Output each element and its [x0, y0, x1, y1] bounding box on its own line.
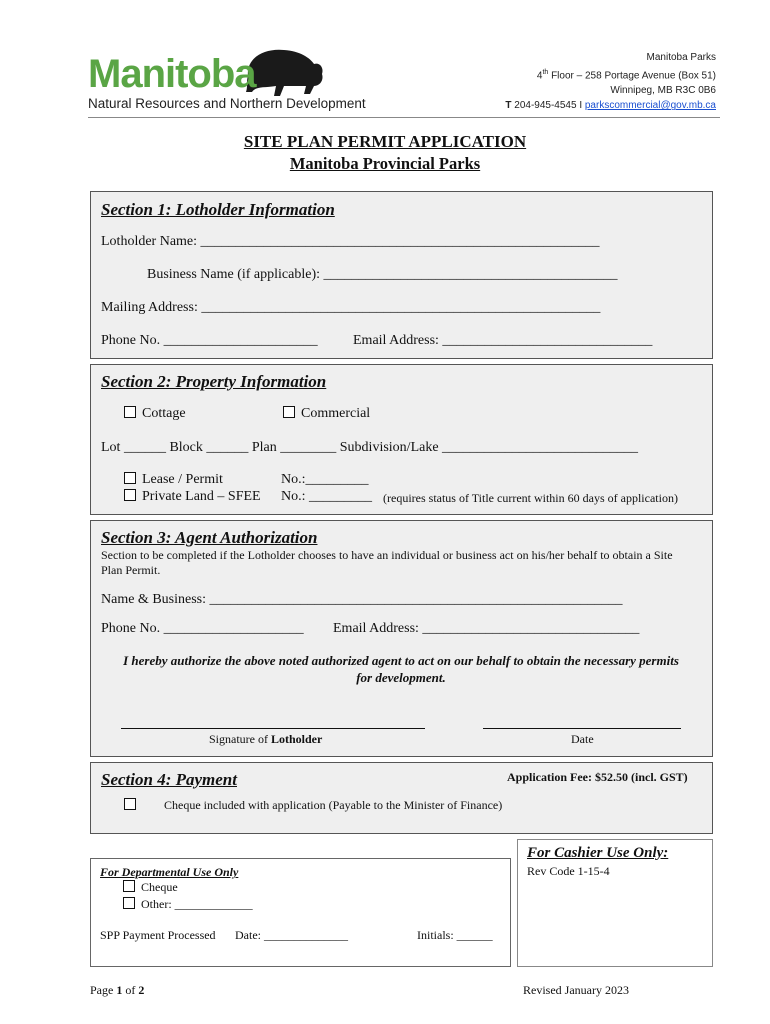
agent-intro-line-2: Plan Permit. [101, 563, 161, 577]
page-number: Page 1 of 2 [90, 983, 145, 997]
private-land-checkbox[interactable] [124, 489, 136, 501]
commercial-option[interactable]: Commercial [283, 406, 370, 422]
signature-label: Signature of Lotholder [209, 732, 323, 746]
lease-number-field[interactable]: No.:_________ [281, 472, 369, 487]
title-status-note: (requires status of Title current within 60 days of application) [383, 491, 678, 505]
cashier-use-box [517, 839, 713, 967]
section-1-heading: Section 1: Lotholder Information [101, 200, 335, 219]
application-fee: Application Fee: $52.50 (incl. GST) [507, 770, 688, 784]
cheque-option[interactable]: Cheque included with application (Payable to the Minister of Finance) [124, 798, 502, 813]
contact-block [505, 50, 716, 113]
contact-phone-email: T 204-945-4545 I parkscommercial@gov.mb.ca [505, 100, 716, 112]
dept-initials-field[interactable]: Initials: ______ [417, 928, 493, 942]
lotholder-signature-line[interactable] [121, 728, 425, 729]
department-name: Natural Resources and Northern Development [88, 96, 366, 111]
section-4-box [90, 762, 713, 834]
private-land-number-field[interactable]: No.: _________ [281, 489, 372, 504]
section-1-box [90, 191, 713, 359]
cashier-heading: For Cashier Use Only: [527, 845, 669, 861]
agent-phone-field[interactable]: Phone No. ____________________ [101, 621, 304, 636]
section-2-box [90, 364, 713, 515]
dept-date-field[interactable]: Date: ______________ [235, 928, 348, 942]
business-name-field[interactable]: Business Name (if applicable): __________________________________________ [147, 267, 618, 282]
form-title: SITE PLAN PERMIT APPLICATION [243, 132, 527, 151]
cottage-checkbox[interactable] [124, 406, 136, 418]
departmental-use-box [90, 858, 511, 967]
section-4-heading: Section 4: Payment [101, 770, 237, 789]
dept-cheque-checkbox[interactable] [123, 880, 135, 892]
cottage-option[interactable]: Cottage [124, 406, 186, 422]
manitoba-logo-text: Manitoba [88, 52, 256, 96]
dept-cheque-option[interactable]: Cheque [123, 880, 178, 895]
form-subtitle: Manitoba Provincial Parks [289, 154, 481, 173]
mailing-address-field[interactable]: Mailing Address: _________________________________________________________ [101, 300, 601, 315]
private-land-option[interactable]: Private Land – SFEE [124, 489, 261, 505]
departmental-heading: For Departmental Use Only [100, 865, 239, 879]
revision-date: Revised January 2023 [523, 983, 629, 997]
authorization-statement-1: I hereby authorize the above noted authorized agent to act on our behalf to obtain the necessary permits [123, 653, 679, 668]
dept-other-option[interactable]: Other: _____________ [123, 897, 253, 912]
commercial-checkbox[interactable] [283, 406, 295, 418]
signature-date-line[interactable] [483, 728, 681, 729]
lease-option[interactable]: Lease / Permit [124, 472, 223, 488]
contact-org: Manitoba Parks [646, 52, 716, 63]
section-3-heading: Section 3: Agent Authorization [101, 528, 318, 547]
section-2-heading: Section 2: Property Information [101, 372, 327, 391]
contact-address: 4th Floor – 258 Portage Avenue (Box 51) [536, 69, 716, 82]
section-3-box [90, 520, 713, 757]
lot-block-plan-field[interactable]: Lot ______ Block ______ Plan ________ Subdivision/Lake ____________________________ [101, 440, 639, 455]
dept-other-checkbox[interactable] [123, 897, 135, 909]
header-divider [88, 117, 720, 118]
lotholder-name-field[interactable]: Lotholder Name: _________________________________________________________ [101, 234, 600, 249]
email-field[interactable]: Email Address: ______________________________ [353, 333, 653, 348]
contact-city: Winnipeg, MB R3C 0B6 [610, 85, 716, 97]
phone-field[interactable]: Phone No. ______________________ [101, 333, 318, 348]
agent-name-business-field[interactable]: Name & Business: ___________________________________________________________ [101, 592, 623, 607]
agent-email-field[interactable]: Email Address: _______________________________ [333, 621, 640, 636]
date-label: Date [571, 732, 594, 746]
authorization-statement-2: for development. [356, 670, 446, 685]
email-link[interactable]: parkscommercial@gov.mb.ca [584, 100, 716, 112]
cheque-checkbox[interactable] [124, 798, 136, 810]
agent-intro-line-1: Section to be completed if the Lotholder chooses to have an individual or business act on his/her behalf to obtain a Site [101, 548, 673, 562]
lease-checkbox[interactable] [124, 472, 136, 484]
spp-payment-processed: SPP Payment Processed [100, 928, 216, 942]
rev-code: Rev Code 1-15-4 [527, 864, 610, 878]
